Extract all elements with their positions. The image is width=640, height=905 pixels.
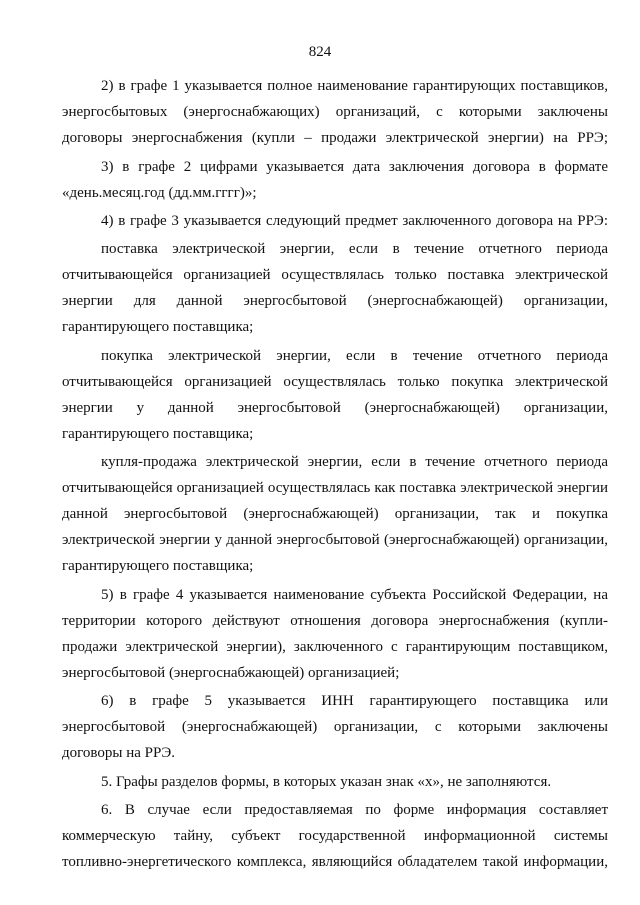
paragraph-line: электрической энергии у данной энергосбытовой (энергоснабжающей) организации, [62, 532, 608, 548]
paragraph-line: коммерческую тайну, субъект государственной информационной системы [62, 828, 608, 844]
paragraph-line: энергосбытовой (энергоснабжающей) организации, с которыми заключены [62, 719, 608, 735]
paragraph-line: договоры энергоснабжения (купли – продажи электрической энергии) на РРЭ; [62, 130, 608, 146]
paragraph-line: энергии для данной энергосбытовой (энергоснабжающей) организации, [62, 293, 608, 309]
paragraph-line: отчитывающейся организацией осуществлялась только поставка электрической [62, 267, 608, 283]
paragraph-line: 6. В случае если предоставляемая по форме информация составляет [101, 802, 608, 818]
paragraph-line: 5. Графы разделов формы, в которых указан знак «х», не заполняются. [101, 774, 552, 790]
paragraph-line: гарантирующего поставщика; [62, 426, 254, 442]
paragraph-line: продажи электрической энергии), заключенного с гарантирующим поставщиком, [62, 639, 608, 655]
paragraph-line: купля-продажа электрической энергии, если в течение отчетного периода [101, 454, 608, 470]
paragraph-line: отчитывающейся организацией осуществлялась только покупка электрической [62, 374, 608, 390]
paragraph-line: покупка электрической энергии, если в течение отчетного периода [101, 348, 608, 364]
paragraph-line: 6) в графе 5 указывается ИНН гарантирующего поставщика или [101, 693, 608, 709]
paragraph-line: энергосбытовых (энергоснабжающих) организаций, с которыми заключены [62, 104, 608, 120]
paragraph-line: 2) в графе 1 указывается полное наименование гарантирующих поставщиков, [101, 78, 608, 94]
paragraph-line: топливно-энергетического комплекса, являющийся обладателем такой информации, [62, 854, 608, 870]
paragraph-line: гарантирующего поставщика; [62, 319, 254, 335]
paragraph-line: гарантирующего поставщика; [62, 558, 254, 574]
paragraph-line: энергосбытовой (энергоснабжающей) организацией; [62, 665, 400, 681]
paragraph-line: 5) в графе 4 указывается наименование субъекта Российской Федерации, на [101, 587, 608, 603]
paragraph-line: территории которого действуют отношения договора энергоснабжения (купли- [62, 613, 608, 629]
paragraph-line: энергии у данной энергосбытовой (энергоснабжающей) организации, [62, 400, 608, 416]
paragraph-line: 4) в графе 3 указывается следующий предмет заключенного договора на РРЭ: [101, 213, 608, 229]
paragraph-line: договоры на РРЭ. [62, 745, 175, 761]
paragraph-line: поставка электрической энергии, если в течение отчетного периода [101, 241, 608, 257]
paragraph-line: данной энергосбытовой (энергоснабжающей) организации, так и покупка [62, 506, 608, 522]
page-number: 824 [308, 44, 332, 60]
paragraph-line: 3) в графе 2 цифрами указывается дата заключения договора в формате [101, 159, 608, 175]
paragraph-line: «день.месяц.год (дд.мм.гггг)»; [62, 185, 257, 201]
paragraph-line: отчитывающейся организацией осуществлялась как поставка электрической энергии [62, 480, 608, 496]
